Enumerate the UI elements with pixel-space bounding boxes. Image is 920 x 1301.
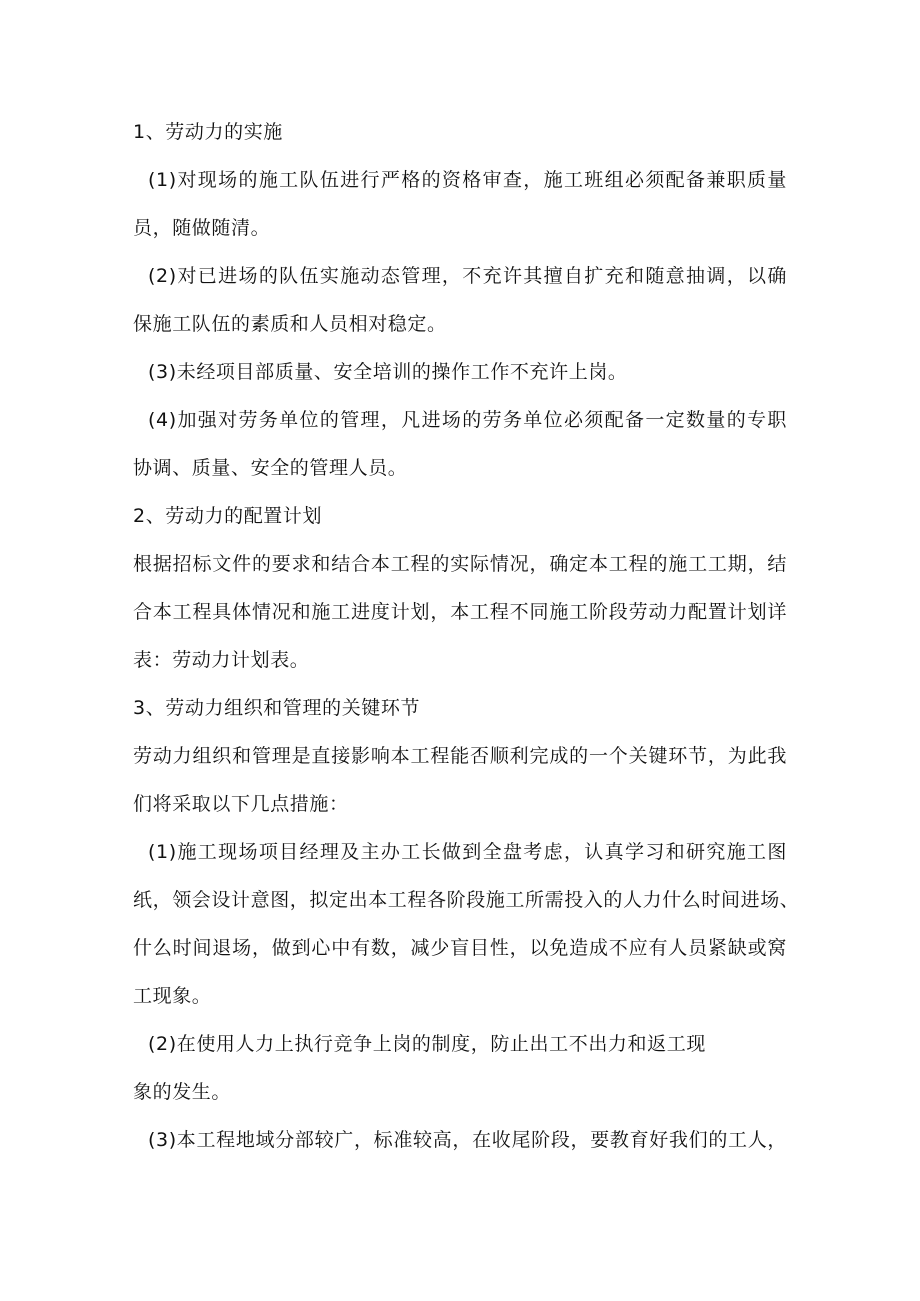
paragraph-line: (1)对现场的施工队伍进行严格的资格审查，施工班组必须配备兼职质量 xyxy=(148,169,787,191)
paragraph-line: (1)施工现场项目经理及主办工长做到全盘考虑，认真学习和研究施工图 xyxy=(148,841,787,863)
paragraph-line: (3)未经项目部质量、安全培训的操作工作不充许上岗。 xyxy=(148,361,628,383)
paragraph-line: (3)本工程地域分部较广，标准较高，在收尾阶段，要教育好我们的工人， xyxy=(148,1129,787,1151)
section-heading-1: 1、劳动力的实施 xyxy=(133,121,283,143)
paragraph-line: 合本工程具体情况和施工进度计划，本工程不同施工阶段劳动力配置计划详 xyxy=(133,601,787,623)
paragraph-line: 纸，领会设计意图，拟定出本工程各阶段施工所需投入的人力什么时间进场、 xyxy=(133,889,800,911)
paragraph-line: (2)在使用人力上执行竞争上岗的制度，防止出工不出力和返工现 xyxy=(148,1033,706,1055)
paragraph-line: 什么时间退场，做到心中有数，减少盲目性，以免造成不应有人员紧缺或窝 xyxy=(133,937,787,959)
paragraph-line: 根据招标文件的要求和结合本工程的实际情况，确定本工程的施工工期，结 xyxy=(133,553,787,575)
paragraph-line: 象的发生。 xyxy=(133,1081,232,1103)
section-heading-2: 2、劳动力的配置计划 xyxy=(133,505,323,527)
paragraph-line: 员，随做随清。 xyxy=(133,217,271,239)
paragraph-line: 协调、质量、安全的管理人员。 xyxy=(133,457,408,479)
paragraph-line: 劳动力组织和管理是直接影响本工程能否顺利完成的一个关键环节，为此我 xyxy=(133,745,787,767)
paragraph-line: (2)对已进场的队伍实施动态管理，不充许其擅自扩充和随意抽调，以确 xyxy=(148,265,787,287)
paragraph-line: 表：劳动力计划表。 xyxy=(133,649,310,671)
paragraph-line: 保施工队伍的素质和人员相对稳定。 xyxy=(133,313,447,335)
paragraph-line: (4)加强对劳务单位的管理，凡进场的劳务单位必须配备一定数量的专职 xyxy=(148,409,787,431)
paragraph-line: 们将采取以下几点措施： xyxy=(133,793,349,815)
paragraph-line: 工现象。 xyxy=(133,985,212,1007)
section-heading-3: 3、劳动力组织和管理的关键环节 xyxy=(133,697,421,719)
